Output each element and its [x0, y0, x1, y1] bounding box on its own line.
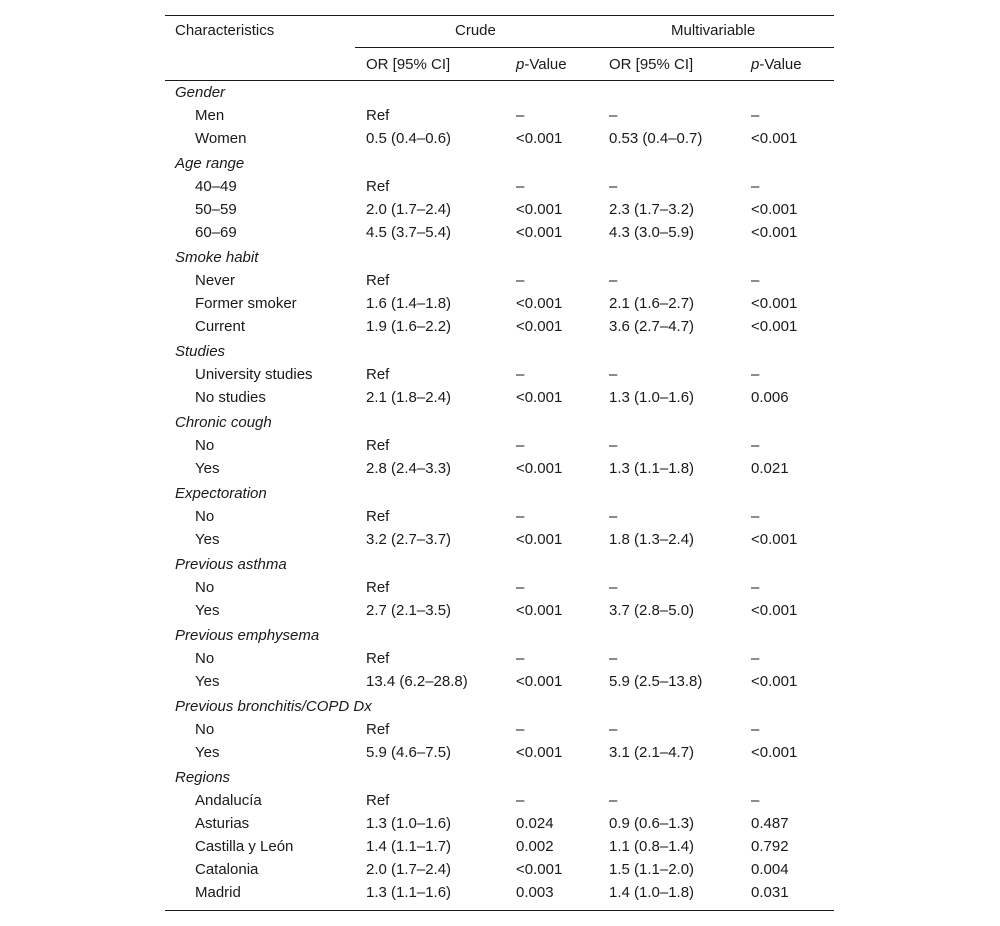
cell-characteristic: No studies: [195, 389, 266, 406]
p-value-suffix: -Value: [524, 56, 567, 73]
cell-multi-p: 0.487: [751, 815, 789, 832]
cell-multi-or: 1.1 (0.8–1.4): [609, 838, 695, 855]
cell-crude-or: 1.6 (1.4–1.8): [366, 295, 452, 312]
cell-multi-or: 1.8 (1.3–2.4): [609, 531, 695, 548]
cell-crude-or: Ref: [366, 272, 390, 289]
group-header-row: [165, 626, 834, 649]
header-bottom-rule: [165, 80, 834, 81]
cell-multi-or: 5.9 (2.5–13.8): [609, 673, 703, 690]
cell-crude-p: –: [516, 178, 525, 195]
cell-characteristic: Never: [195, 272, 236, 289]
group-header-row: [165, 768, 834, 791]
cell-crude-p: <0.001: [516, 295, 563, 312]
table-row: [165, 860, 834, 883]
group-label: Previous bronchitis/COPD Dx: [175, 698, 372, 715]
cell-crude-or: Ref: [366, 366, 390, 383]
cell-characteristic: Castilla y León: [195, 838, 294, 855]
group-label: Expectoration: [175, 485, 267, 502]
cell-multi-or: –: [609, 437, 618, 454]
cell-multi-or: 1.4 (1.0–1.8): [609, 884, 695, 901]
header-row-groups: [165, 21, 834, 45]
table-row: [165, 271, 834, 294]
cell-multi-or: –: [609, 272, 618, 289]
cell-crude-p: <0.001: [516, 201, 563, 218]
cell-crude-p: <0.001: [516, 861, 563, 878]
cell-characteristic: Yes: [195, 531, 220, 548]
cell-characteristic: Andalucía: [195, 792, 262, 809]
header-crude-p-value: [516, 55, 567, 75]
cell-crude-p: <0.001: [516, 673, 563, 690]
cell-characteristic: Catalonia: [195, 861, 259, 878]
group-label: Age range: [175, 155, 245, 172]
cell-crude-or: 1.9 (1.6–2.2): [366, 318, 452, 335]
group-header-row: [165, 555, 834, 578]
cell-characteristic: 40–49: [195, 178, 237, 195]
table-row: [165, 720, 834, 743]
cell-crude-or: 1.3 (1.0–1.6): [366, 815, 452, 832]
cell-multi-or: –: [609, 792, 618, 809]
cell-multi-p: <0.001: [751, 602, 798, 619]
cell-multi-p: –: [751, 272, 760, 289]
cell-multi-or: 4.3 (3.0–5.9): [609, 224, 695, 241]
header-span-rule: [355, 47, 834, 48]
cell-multi-or: –: [609, 721, 618, 738]
cell-crude-or: Ref: [366, 579, 390, 596]
cell-multi-or: 3.1 (2.1–4.7): [609, 744, 695, 761]
cell-crude-p: –: [516, 792, 525, 809]
cell-multi-or: 3.6 (2.7–4.7): [609, 318, 695, 335]
cell-crude-p: –: [516, 508, 525, 525]
table-row: [165, 578, 834, 601]
group-header-row: [165, 248, 834, 271]
cell-crude-p: 0.002: [516, 838, 554, 855]
cell-multi-or: –: [609, 650, 618, 667]
p-letter: p: [751, 56, 760, 73]
cell-multi-p: <0.001: [751, 318, 798, 335]
cell-multi-or: –: [609, 107, 618, 124]
cell-crude-or: 2.0 (1.7–2.4): [366, 861, 452, 878]
cell-crude-p: <0.001: [516, 130, 563, 147]
cell-characteristic: Yes: [195, 460, 220, 477]
table-row: [165, 436, 834, 459]
cell-multi-p: 0.004: [751, 861, 789, 878]
cell-characteristic: Yes: [195, 673, 220, 690]
cell-crude-p: –: [516, 437, 525, 454]
cell-characteristic: Yes: [195, 602, 220, 619]
top-rule: [165, 15, 834, 16]
cell-multi-p: 0.021: [751, 460, 789, 477]
table-row: [165, 365, 834, 388]
header-characteristics: Characteristics: [175, 22, 275, 39]
cell-crude-p: –: [516, 366, 525, 383]
table-row: [165, 317, 834, 340]
group-label: Previous asthma: [175, 556, 287, 573]
cell-multi-p: –: [751, 721, 760, 738]
cell-multi-p: <0.001: [751, 744, 798, 761]
cell-characteristic: No: [195, 650, 215, 667]
table-row: [165, 388, 834, 411]
cell-multi-or: 2.1 (1.6–2.7): [609, 295, 695, 312]
group-header-row: [165, 484, 834, 507]
cell-crude-or: 2.0 (1.7–2.4): [366, 201, 452, 218]
cell-crude-or: Ref: [366, 792, 390, 809]
table-row: [165, 883, 834, 906]
group-label: Gender: [175, 84, 226, 101]
cell-multi-p: <0.001: [751, 130, 798, 147]
cell-crude-p: –: [516, 272, 525, 289]
cell-multi-or: –: [609, 579, 618, 596]
table-row: [165, 743, 834, 766]
cell-multi-p: –: [751, 107, 760, 124]
header-multi-or-ci: OR [95% CI]: [609, 56, 694, 73]
cell-crude-p: <0.001: [516, 318, 563, 335]
cell-crude-p: <0.001: [516, 389, 563, 406]
cell-characteristic: Women: [195, 130, 247, 147]
cell-crude-or: 3.2 (2.7–3.7): [366, 531, 452, 548]
cell-crude-or: 13.4 (6.2–28.8): [366, 673, 468, 690]
cell-crude-or: 2.8 (2.4–3.3): [366, 460, 452, 477]
cell-multi-or: 0.53 (0.4–0.7): [609, 130, 703, 147]
cell-multi-p: <0.001: [751, 224, 798, 241]
cell-multi-p: –: [751, 437, 760, 454]
group-header-row: [165, 342, 834, 365]
cell-crude-or: 1.3 (1.1–1.6): [366, 884, 452, 901]
group-header-row: [165, 413, 834, 436]
cell-crude-p: –: [516, 107, 525, 124]
cell-crude-p: <0.001: [516, 224, 563, 241]
table-row: [165, 106, 834, 129]
cell-multi-or: 2.3 (1.7–3.2): [609, 201, 695, 218]
cell-crude-p: <0.001: [516, 602, 563, 619]
cell-crude-or: 1.4 (1.1–1.7): [366, 838, 452, 855]
group-label: Regions: [175, 769, 231, 786]
cell-crude-p: 0.003: [516, 884, 554, 901]
group-label: Smoke habit: [175, 249, 259, 266]
header-row-columns: [165, 55, 834, 79]
cell-crude-or: 4.5 (3.7–5.4): [366, 224, 452, 241]
cell-characteristic: Men: [195, 107, 225, 124]
cell-characteristic: No: [195, 508, 215, 525]
cell-characteristic: 50–59: [195, 201, 237, 218]
table-row: [165, 294, 834, 317]
cell-characteristic: Madrid: [195, 884, 241, 901]
group-label: Previous emphysema: [175, 627, 320, 644]
cell-characteristic: Current: [195, 318, 246, 335]
cell-crude-or: Ref: [366, 437, 390, 454]
cell-crude-or: 2.1 (1.8–2.4): [366, 389, 452, 406]
table-row: [165, 459, 834, 482]
cell-crude-p: –: [516, 579, 525, 596]
cell-multi-or: 3.7 (2.8–5.0): [609, 602, 695, 619]
table-row: [165, 601, 834, 624]
cell-multi-p: <0.001: [751, 201, 798, 218]
group-label: Chronic cough: [175, 414, 272, 431]
cell-multi-p: 0.792: [751, 838, 789, 855]
header-crude: Crude: [455, 22, 496, 39]
cell-crude-or: Ref: [366, 721, 390, 738]
cell-multi-or: –: [609, 508, 618, 525]
bottom-rule: [165, 910, 834, 911]
table-row: [165, 129, 834, 152]
cell-characteristic: University studies: [195, 366, 313, 383]
cell-crude-or: 2.7 (2.1–3.5): [366, 602, 452, 619]
cell-multi-p: <0.001: [751, 673, 798, 690]
cell-multi-p: <0.001: [751, 531, 798, 548]
cell-characteristic: Former smoker: [195, 295, 297, 312]
cell-characteristic: Yes: [195, 744, 220, 761]
table-row: [165, 507, 834, 530]
cell-crude-p: –: [516, 650, 525, 667]
p-value-suffix: -Value: [759, 56, 802, 73]
cell-multi-p: <0.001: [751, 295, 798, 312]
table-row: [165, 791, 834, 814]
cell-multi-p: 0.031: [751, 884, 789, 901]
cell-multi-p: –: [751, 650, 760, 667]
cell-crude-or: 5.9 (4.6–7.5): [366, 744, 452, 761]
cell-multi-or: –: [609, 366, 618, 383]
table-row: [165, 649, 834, 672]
table-row: [165, 530, 834, 553]
cell-multi-p: –: [751, 508, 760, 525]
group-header-row: [165, 154, 834, 177]
cell-multi-p: –: [751, 792, 760, 809]
cell-multi-p: –: [751, 366, 760, 383]
header-multi-p-value: [751, 55, 802, 75]
cell-crude-or: 0.5 (0.4–0.6): [366, 130, 452, 147]
group-header-row: [165, 697, 834, 720]
cell-crude-p: <0.001: [516, 531, 563, 548]
cell-crude-p: <0.001: [516, 460, 563, 477]
group-label: Studies: [175, 343, 226, 360]
header-multivariable: Multivariable: [671, 22, 756, 39]
cell-multi-or: 1.5 (1.1–2.0): [609, 861, 695, 878]
cell-crude-p: <0.001: [516, 744, 563, 761]
cell-crude-or: Ref: [366, 650, 390, 667]
cell-multi-or: 1.3 (1.1–1.8): [609, 460, 695, 477]
cell-characteristic: No: [195, 437, 215, 454]
cell-multi-or: –: [609, 178, 618, 195]
cell-multi-p: –: [751, 178, 760, 195]
cell-crude-p: 0.024: [516, 815, 554, 832]
table-row: [165, 672, 834, 695]
table-row: [165, 177, 834, 200]
cell-characteristic: 60–69: [195, 224, 237, 241]
cell-crude-p: –: [516, 721, 525, 738]
p-letter: p: [516, 56, 525, 73]
cell-multi-p: –: [751, 579, 760, 596]
cell-characteristic: Asturias: [195, 815, 250, 832]
cell-multi-p: 0.006: [751, 389, 789, 406]
cell-characteristic: No: [195, 579, 215, 596]
cell-crude-or: Ref: [366, 508, 390, 525]
cell-multi-or: 1.3 (1.0–1.6): [609, 389, 695, 406]
table-row: [165, 223, 834, 246]
cell-crude-or: Ref: [366, 107, 390, 124]
cell-characteristic: No: [195, 721, 215, 738]
group-header-row: [165, 83, 834, 106]
table-row: [165, 200, 834, 223]
table-row: [165, 837, 834, 860]
table-row: [165, 814, 834, 837]
cell-multi-or: 0.9 (0.6–1.3): [609, 815, 695, 832]
header-crude-or-ci: OR [95% CI]: [366, 56, 451, 73]
cell-crude-or: Ref: [366, 178, 390, 195]
